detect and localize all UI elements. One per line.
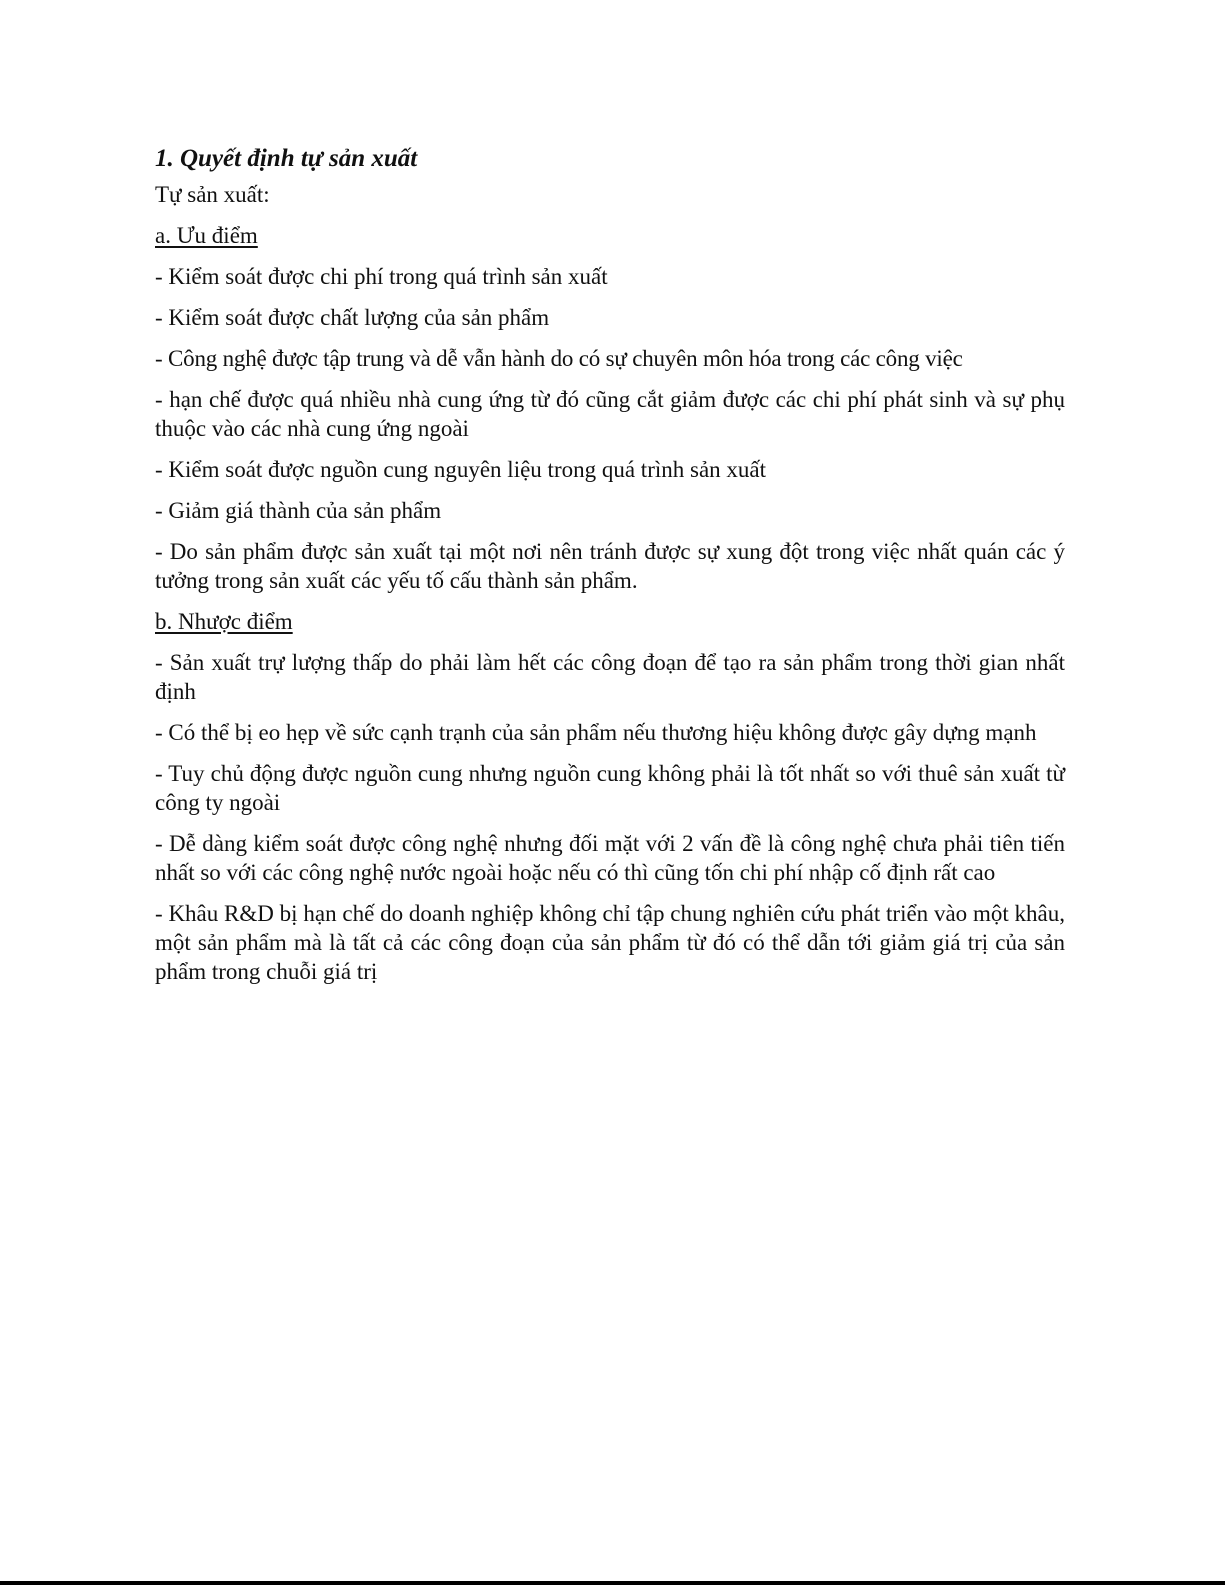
advantage-item: - Công nghệ được tập trung và dễ vẫn hành do có sự chuyên môn hóa trong các công việc	[155, 346, 963, 371]
advantage-item: - hạn chế được quá nhiều nhà cung ứng từ đó cũng cắt giảm được các chi phí phát sinh và sự phụ thuộc vào các nhà cung ứng ngoài	[155, 387, 1065, 441]
advantage-item: - Kiểm soát được chất lượng của sản phẩm	[155, 305, 550, 330]
disadvantage-item: - Dễ dàng kiểm soát được công nghệ nhưng đối mặt với 2 vấn đề là công nghệ chưa phải tiên tiến nhất so với các công nghệ nước ngoài hoặc nếu có thì cũng tốn chi phí nhập cố định rất cao	[155, 831, 1065, 885]
disadvantage-item: - Có thể bị eo hẹp về sức cạnh trạnh của sản phẩm nếu thương hiệu không được gây dựng mạnh	[155, 720, 1037, 745]
document-body	[155, 140, 1065, 998]
disadvantage-item: - Tuy chủ động được nguồn cung nhưng nguồn cung không phải là tốt nhất so với thuê sản xuất từ công ty ngoài	[155, 761, 1065, 815]
intro-text: Tự sản xuất:	[155, 182, 270, 207]
disadvantages-heading: b. Nhược điểm	[155, 609, 293, 634]
page-bottom-border	[0, 1581, 1225, 1585]
disadvantage-item: - Khâu R&D bị hạn chế do doanh nghiệp không chỉ tập chung nghiên cứu phát triển vào một khâu, một sản phẩm mà là tất cả các công đoạn của sản phẩm từ đó có thể dẫn tới giảm giá trị của sản phẩm trong chuỗi giá trị	[155, 901, 1065, 984]
section-heading: 1. Quyết định tự sản xuất	[155, 145, 418, 172]
advantage-item: - Do sản phẩm được sản xuất tại một nơi nên tránh được sự xung đột trong việc nhất quán các ý tưởng trong sản xuất các yếu tố cấu thành sản phẩm.	[155, 539, 1065, 593]
disadvantage-item: - Sản xuất trự lượng thấp do phải làm hết các công đoạn để tạo ra sản phẩm trong thời gian nhất định	[155, 650, 1065, 704]
advantages-heading: a. Ưu điểm	[155, 223, 258, 248]
advantage-item: - Giảm giá thành của sản phẩm	[155, 498, 442, 523]
advantage-item: - Kiểm soát được nguồn cung nguyên liệu trong quá trình sản xuất	[155, 457, 767, 482]
advantage-item: - Kiểm soát được chi phí trong quá trình sản xuất	[155, 264, 608, 289]
